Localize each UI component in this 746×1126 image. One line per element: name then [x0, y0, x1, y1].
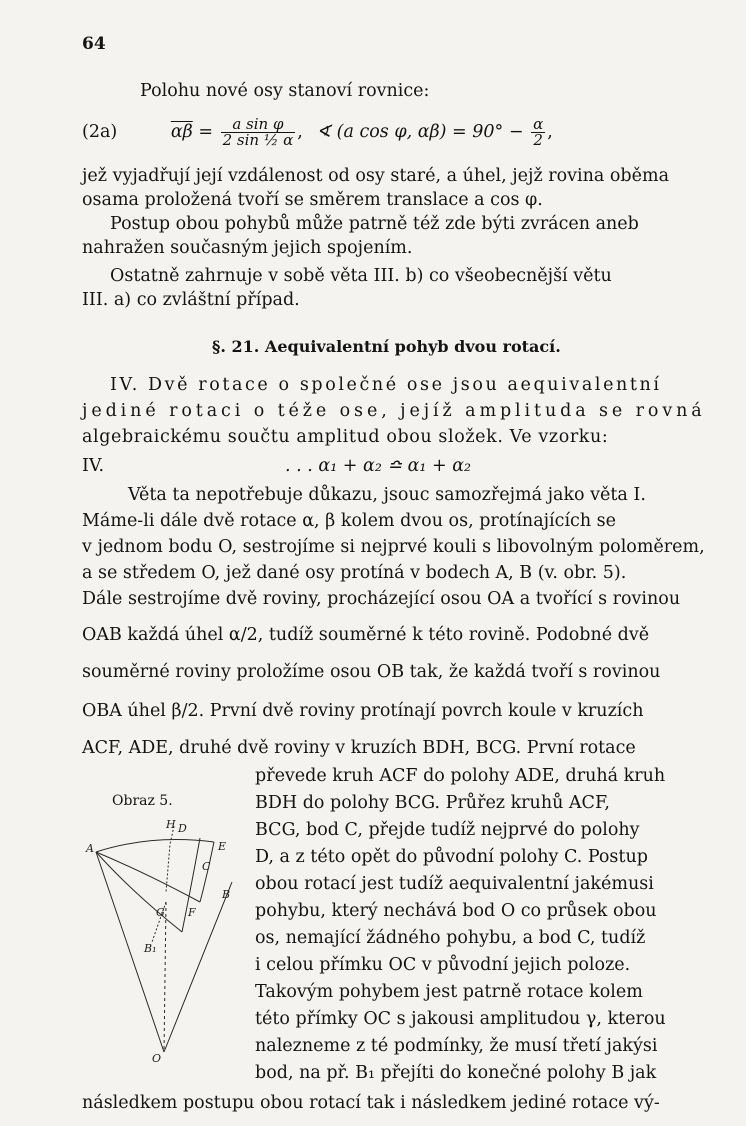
body-line: Máme-li dále dvě rotace α, β kolem dvou os, protínajících se	[82, 511, 617, 531]
arc-top	[96, 840, 214, 852]
right-col-line: D, a z této opět do původní polohy C. Postup	[255, 847, 648, 867]
eq-lhs: $\overline{\alpha\beta}$	[170, 122, 193, 142]
axis-ob	[164, 882, 232, 1052]
formula-label: IV.	[82, 456, 105, 476]
arc-low	[96, 852, 182, 932]
right-col-line: i celou přímku OC v původní jejich poloze.	[255, 955, 631, 975]
fig-label-e: E	[218, 840, 227, 853]
fig-label-b1: B₁	[144, 942, 157, 955]
fig-label-f: F	[188, 906, 196, 919]
body-line: ACF, ADE, druhé dvě roviny v kruzích BDH, BCG. První rotace	[82, 738, 636, 758]
fig-label-a: A	[86, 842, 94, 855]
right-col-line: převede kruh ACF do polohy ADE, druhá kruh	[255, 766, 666, 786]
p1-line: osama proložená tvoří se směrem translace a cos φ.	[82, 190, 543, 210]
theorem-line: algebraickému součtu amplitud obou složek. Ve vzorku:	[82, 427, 609, 447]
eq-fraction	[221, 117, 296, 148]
p3-line: III. a) co zvláštní případ.	[82, 290, 300, 310]
eq-frac-den: 2 sin ½ α	[222, 131, 294, 149]
eq-frac2-den: 2	[533, 131, 543, 149]
body-line: Dále sestrojíme dvě roviny, procházející osou OA a tvořící s rovinou	[82, 589, 681, 609]
figure-5-diagram	[82, 812, 242, 1070]
p3-line: Ostatně zahrnuje v sobě věta III. b) co všeobecnější větu	[110, 266, 612, 286]
eq-fraction-2	[531, 117, 545, 148]
fig-label-o: O	[152, 1052, 162, 1065]
body-line: souměrné roviny proložíme osou OB tak, že každá tvoří s rovinou	[82, 662, 661, 682]
fig-label-d: D	[178, 822, 187, 835]
section-title: §. 21. Aequivalentní pohyb dvou rotací.	[212, 337, 561, 356]
eq-angle-expr: ∢ (a cos φ, αβ) = 90° −	[316, 122, 524, 142]
eq-comma: ,	[297, 122, 303, 142]
right-col-line: pohybu, který nechává bod O co průsek obou	[255, 901, 657, 921]
eq-frac2-num: α	[533, 115, 544, 133]
right-col-line: obou rotací jest tudíž aequivalentní jakémusi	[255, 874, 654, 894]
p1-line: jež vyjadřují její vzdálenost od osy staré, a úhel, jejž rovina oběma	[82, 166, 670, 186]
body-line: OBA úhel β/2. První dvě roviny protínají povrch koule v kruzích	[82, 701, 644, 721]
right-col-line: bod, na př. B₁ přejíti do konečné polohy B jak	[255, 1063, 657, 1083]
eq-end: ,	[547, 122, 553, 142]
p2-line: nahražen současným jejich spojením.	[82, 238, 413, 258]
p2-line: Postup obou pohybů může patrně též zde býti zvrácen aneb	[110, 214, 639, 234]
figure-caption: Obraz 5.	[112, 793, 173, 809]
body-line: a se středem O, jež dané osy protíná v bodech A, B (v. obr. 5).	[82, 563, 627, 583]
body-line: Věta ta nepotřebuje důkazu, jsouc samozřejmá jako věta I.	[128, 485, 646, 505]
fig-label-g: G	[156, 906, 165, 919]
intro-line: Polohu nové osy stanoví rovnice:	[140, 81, 430, 101]
page-number: 64	[82, 34, 106, 54]
theorem-line: jediné rotaci o téže ose, jejíž amplituda se rovná	[82, 401, 706, 421]
arc-mid	[96, 852, 200, 902]
body-line: OAB každá úhel α/2, tudíž souměrné k této rovině. Podobné dvě	[82, 625, 650, 645]
arc-dashed	[166, 826, 174, 892]
right-col-line: BDH do polohy BCG. Průřez kruhů ACF,	[255, 793, 610, 813]
fig-label-c: C	[202, 860, 211, 873]
eq-equals: =	[198, 122, 213, 142]
fig-label-h: H	[166, 818, 176, 831]
fig-label-b: B	[222, 888, 231, 901]
right-col-line: BCG, bod C, přejde tudíž nejprvé do polohy	[255, 820, 640, 840]
eq-frac-num: a sin φ	[221, 117, 296, 133]
right-col-line: Takovým pohybem jest patrně rotace kolem	[255, 982, 643, 1002]
right-col-line: nalezneme z té podmínky, že musí třetí jakýsi	[255, 1036, 658, 1056]
equation-2a	[82, 112, 553, 152]
right-col-line: této přímky OC s jakousi amplitudou γ, kterou	[255, 1009, 666, 1029]
equation-label: (2a)	[82, 122, 118, 142]
right-col-line: os, nemající žádného pohybu, a bod C, tudíž	[255, 928, 646, 948]
last-line: následkem postupu obou rotací tak i následkem jediné rotace vý-	[82, 1093, 660, 1113]
body-line: v jednom bodu O, sestrojíme si nejprvé kouli s libovolným poloměrem,	[82, 537, 705, 557]
theorem-line: IV. Dvě rotace o společné ose jsou aequivalentní	[110, 375, 662, 395]
axis-oc	[164, 902, 166, 1052]
formula-iv: . . . α₁ + α₂ ≏ α₁ + α₂	[285, 456, 472, 476]
